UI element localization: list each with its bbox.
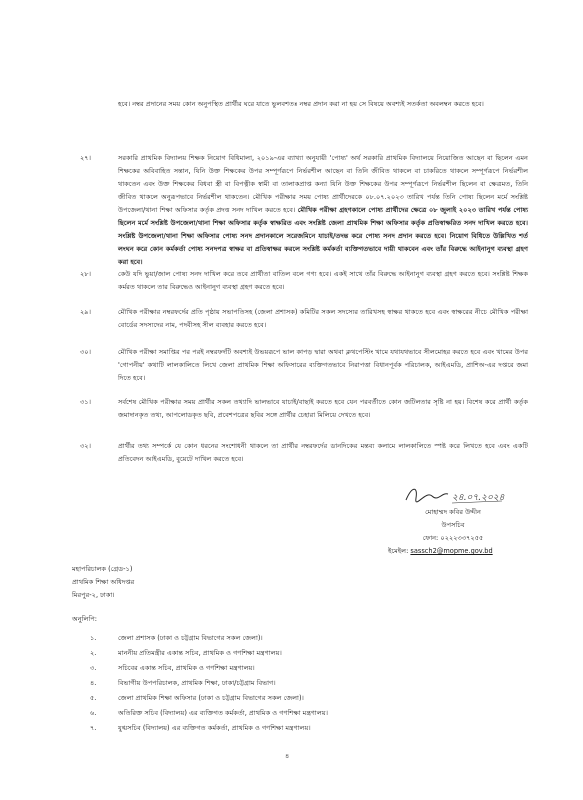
cc-number: ৫. — [90, 694, 97, 702]
cc-number: ১. — [90, 634, 97, 642]
clause-body: প্রার্থীর তথ্য সম্পর্কে যে কোন ধরনের সংশোধনী থাকলে তা প্রার্থীর নম্বরফর্দের ডানদিকের মন্তব্য কলামে লালকালিতে স্পষ্ট করে লিখতে হবে এবং একটি প্রতিবেদন আইএমডি, বুয়েটে দাখিল করতে হবে। — [118, 442, 528, 463]
cc-list — [90, 632, 510, 737]
intro-paragraph: হবে। নম্বর প্রদানের সময় কোন অনুপস্থিত প্রার্থীর ঘরে যাতে ভুলবশতঃ নম্বর প্রদান করা না হয় সে বিষয়ে অবশ্যই সতর্কতা অবলম্বন করতে হবে। — [118, 100, 484, 108]
clause-number: ২৯। — [80, 308, 91, 316]
cc-text: মাননীয় প্রতিমন্ত্রীর একান্ত সচিব, প্রাথমিক ও গণশিক্ষা মন্ত্রণালয়। — [118, 649, 282, 657]
phone-value: ০২২২৩৩৭২৫৫ — [440, 534, 484, 542]
list-item — [90, 692, 510, 707]
phone-label: ফোন: — [422, 534, 439, 542]
signatory-email — [378, 545, 528, 558]
cc-heading: অনুলিপি: — [72, 615, 98, 623]
clause-bold-text: মৌখিক পরীক্ষা গ্রহণকালে পোষ্য প্রার্থীদের ক্ষেত্রে ০৮ জুলাই ২০২৩ তারিখ পর্যন্ত পোষ্য ছিলেন মর্মে সংশ্লিষ্ট উপজেলা/থানা শিক্ষা অফিসার কর্তৃক স্বাক্ষরিত এবং সংশ্লিষ্ট জেলা প্রাথমিক শিক্ষা অফিসার কর্তৃক প্রতিস্বাক্ষরিত সনদ দাখিল করতে হবে। সংশ্লিষ্ট উপজেলা/থানা শিক্ষা অফিসার পোষ্য সনদ প্রদানকালে সরেজমিনে যাচাই/তদন্ত করে পোষ্য সনদ প্রদান করতে হবে। নিয়োগ বিধিতে উল্লিখিত শর্ত লংঘন করে কোন কর্মকর্তা পোষ্য সনদপত্র স্বাক্ষর বা প্রতিস্বাক্ষর করলে সংশ্লিষ্ট কর্মকর্তা ব্যক্তিগতভাবে দায়ী থাকবেন এবং তাঁর বিরুদ্ধে আইনানুগ ব্যবস্থা গ্রহণ করা হবে। — [118, 206, 528, 266]
list-item — [90, 677, 510, 692]
signature-date: ২৪.০৭.২০২৪ — [452, 493, 505, 503]
cc-text: যুগ্মসচিব (বিদ্যালয়) এর ব্যক্তিগত কর্মকর্তা, প্রাথমিক ও গণশিক্ষা মন্ত্রণালয়। — [118, 724, 311, 732]
cc-number: ৭. — [90, 724, 97, 732]
page-number: ৪ — [285, 752, 290, 760]
cc-text: অতিরিক্ত সচিব (বিদ্যালয়) এর ব্যক্তিগত কর্মকর্তা, প্রাথমিক ও গণশিক্ষা মন্ত্রণালয়। — [118, 709, 328, 717]
cc-number: ৩. — [90, 664, 97, 672]
cc-number: ৬. — [90, 709, 97, 717]
cc-text: জেলা প্রাথমিক শিক্ষা অফিসার (ঢাকা ও চট্টগ্রাম বিভাগের সকল জেলা)। — [118, 694, 304, 702]
cc-text: বিভাগীয় উপপরিচালক, প্রাথমিক শিক্ষা, ঢাকা/চট্টগ্রাম বিভাগ। — [118, 679, 276, 687]
recipient-address: মিরপুর-২, ঢাকা। — [72, 591, 115, 599]
cc-text: সচিবের একান্ত সচিব, প্রাথমিক ও গণশিক্ষা মন্ত্রণালয়। — [118, 664, 255, 672]
clause-text: সরকারি প্রাথমিক বিদ্যালয় শিক্ষক নিয়োগ বিধিমালা, ২০১৯-এর ব্যাখ্যা অনুযায়ী 'পোষ্য' অর্থ সরকারি প্রাথমিক বিদ্যালয়ে নিয়োজিত আছেন বা ছিলেন এমন শিক্ষকের অবিবাহিত সন্তান, যিনি উক্ত শিক্ষকের উপর সম্পূর্ণরূপে নির্ভরশীল আছেন বা তিনি জীবিত থাকলে বা চাকরিতে থাকলে সম্পূর্ণরূপে নির্ভরশীল থাকতেন এবং উক্ত শিক্ষকের বিধবা স্ত্রী বা বিপত্নীক স্বামী বা তালাকপ্রাপ্ত কন্যা যিনি উক্ত শিক্ষকের উপর সম্পূর্ণরূপে নির্ভরশীল ছিলেন বা ক্ষেত্রমত, তিনি জীবিত থাকলে অনুরূপভাবে নির্ভরশীল থাকতেন। মৌখিক পরীক্ষার সময় পোষ্য প্রার্থীদেরকে ০৮.০৭.২০২৩ তারিখ পর্যন্ত তিনি পোষ্য ছিলেন মর্মে সংশ্লিষ্ট উপজেলা/থানা শিক্ষা অফিসার কর্তৃক প্রদত্ত সনদ দাখিল করতে হবে। — [118, 154, 528, 214]
clause-number: ৩০। — [80, 348, 91, 356]
clause-number: ৩১। — [80, 398, 91, 406]
cc-number: ৪. — [90, 679, 97, 687]
list-item — [90, 722, 510, 737]
recipient-block — [72, 563, 272, 602]
clause-body: সর্বশেষ মৌখিক পরীক্ষার সময় প্রার্থীর সকল তথ্যাদি ভালভাবে যাচাই/বাছাই করতে হবে যেন পরবর্তীতে কোন জটিলতার সৃষ্টি না হয়। বিশেষ করে প্রার্থী কর্তৃক জমাদানকৃত তথ্য, আপলোডকৃত ছবি, প্রবেশপত্রের ছবির সঙ্গে প্রার্থীর চেহারা মিলিয়ে দেখতে হবে। — [118, 398, 528, 419]
clause-number: ২৭। — [80, 154, 91, 162]
recipient-title: মহাপরিচালক (গ্রেড-১) — [72, 565, 133, 573]
email-link[interactable]: sassch2@mopme.gov.bd — [410, 547, 493, 555]
list-item — [90, 647, 510, 662]
signatory-name: মোহাম্মদ কবির উদ্দীন — [425, 508, 481, 516]
handwritten-signature — [398, 482, 508, 508]
clause-body: কেউ যদি ভুয়া/জাল পোষ্য সনদ দাখিল করে তবে প্রার্থীতা বাতিল বলে গণ্য হবে। একই সাথে তাঁর বিরুদ্ধে আইনানুগ ব্যবস্থা গ্রহণ করতে হবে। সংশ্লিষ্ট শিক্ষক কর্মরত থাকলে তার বিরুদ্ধেও আইনানুগ ব্যবস্থা গ্রহণ করতে হবে। — [118, 270, 528, 291]
recipient-office: প্রাথমিক শিক্ষা অধিদপ্তর — [72, 578, 135, 586]
clause-body — [118, 152, 528, 269]
cc-text: জেলা প্রশাসক (ঢাকা ও চট্টগ্রাম বিভাগের সকল জেলা)। — [118, 634, 263, 642]
signatory-designation: উপসচিব — [441, 521, 465, 529]
list-item — [90, 707, 510, 722]
cc-number: ২. — [90, 649, 97, 657]
email-label: ইমেইল: — [388, 547, 409, 555]
list-item — [90, 632, 510, 647]
clause-number: ২৮। — [80, 270, 91, 278]
clause-body: মৌখিক পরীক্ষা সমাপ্তির পর পরই নম্বরফর্দটি অবশ্যই উভয়রূপে ভাল কাপড় দ্বারা অথবা ক্লথপেস্টিং খামে যথাযথভাবে সীলমোহর করতে হবে এবং খামের উপর 'গোপনীয়' কথাটি লালকালিতে লিখে জেলা প্রাথমিক শিক্ষা অফিসারের ব্যক্তিগতভাবে নিরাপত্তা বিধানপূর্বক পরিচালক, আইএমডি, প্রাশিঅ-এর দপ্তরে জমা দিতে হবে। — [118, 348, 528, 382]
clause-body: মৌখিক পরীক্ষার নম্বরফর্দের প্রতি পৃষ্ঠায় সভাপতিসহ (জেলা প্রশাসক) কমিটির সকল সদস্যের তারিখসহ স্বাক্ষর থাকতে হবে এবং স্বাক্ষরের নীচে মৌখিক পরীক্ষা বোর্ডের সদস্যদের নাম, পদবীসহ সীল ব্যবহার করতে হবে। — [118, 308, 528, 329]
signatory-phone — [378, 532, 528, 545]
list-item — [90, 662, 510, 677]
clause-number: ৩২। — [80, 442, 91, 450]
